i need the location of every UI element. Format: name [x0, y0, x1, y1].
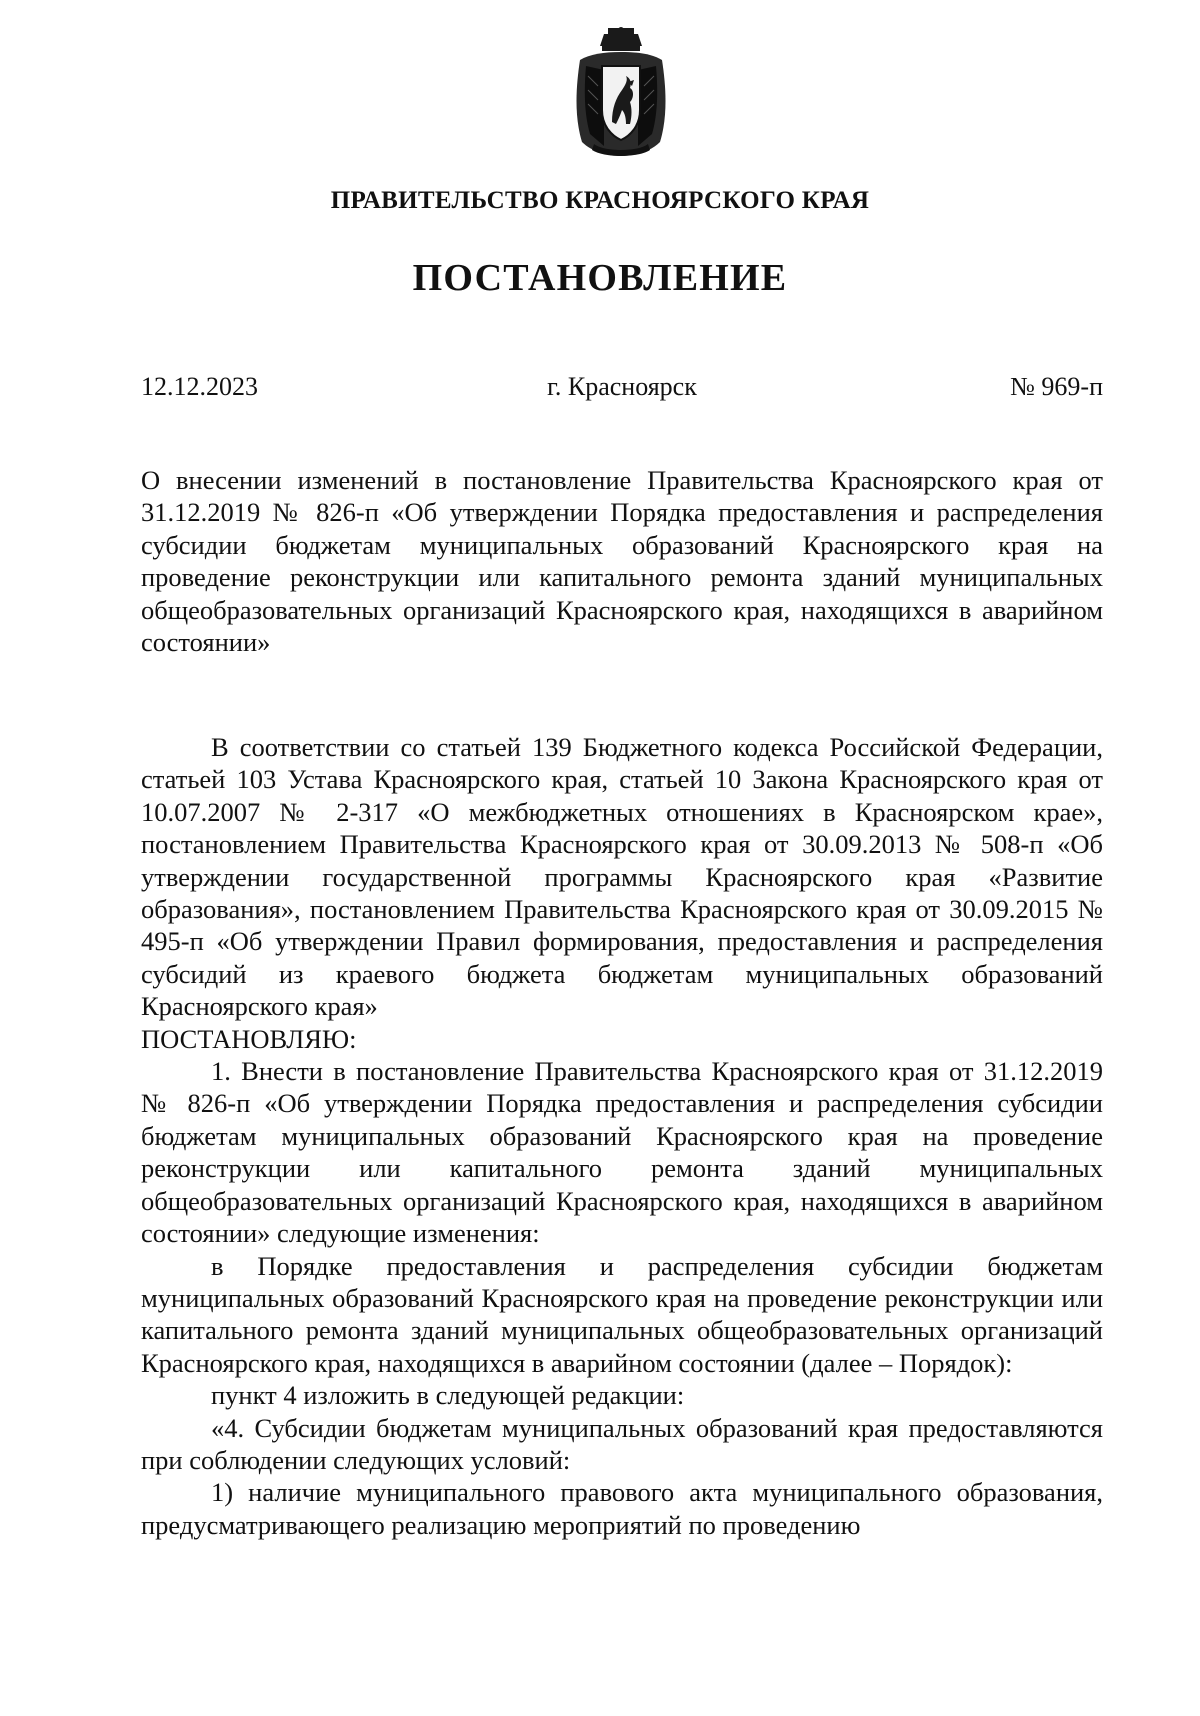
- condition-1-paragraph: 1) наличие муниципального правового акта муниципального образования, предусматривающего реализацию мероприятий по проведению: [141, 1477, 1103, 1540]
- document-meta-row: [141, 372, 1103, 408]
- document-number: № 969-п: [1010, 372, 1103, 401]
- document-subject: [141, 464, 1103, 658]
- item-1-paragraph: 1. Внести в постановление Правительства Красноярского края от 31.12.2019 № 826-п «Об утверждении Порядка предоставления и распределения субсидии бюджетам муниципальных образований Красноярского края на проведение реконструкции или капитального ремонта зданий муниципальных общеобразовательных организаций Красноярского края, находящихся в аварийном состоянии» следующие изменения:: [141, 1056, 1103, 1249]
- item-1-point-paragraph: пункт 4 изложить в следующей редакции:: [211, 1380, 685, 1411]
- government-title: ПРАВИТЕЛЬСТВО КРАСНОЯРСКОГО КРАЯ: [330, 187, 870, 214]
- subject-text: О внесении изменений в постановление Правительства Красноярского края от 31.12.2019 № 826-п «Об утверждении Порядка предоставления и распределения субсидии бюджетам муниципальных образований Красноярского края на проведение реконструкции или капитального ремонта зданий муниципальных общеобразовательных организаций Красноярского края, находящихся в аварийном состоянии»: [141, 465, 1103, 658]
- decree-word: ПОСТАНОВЛЯЮ:: [141, 1023, 357, 1054]
- document-type-title: ПОСТАНОВЛЕНИЕ: [412, 257, 788, 299]
- quoted-point-4-paragraph: «4. Субсидии бюджетам муниципальных образований края предоставляются при соблюдении следующих условий:: [141, 1412, 1103, 1475]
- document-date: 12.12.2023: [141, 372, 258, 401]
- item-1-detail-paragraph: в Порядке предоставления и распределения субсидии бюджетам муниципальных образований Красноярского края на проведение реконструкции или капитального ремонта зданий муниципальных общеобразовательных организаций Красноярского края, находящихся в аварийном состоянии (далее – Порядок):: [141, 1250, 1103, 1378]
- document-city: г. Красноярск: [547, 372, 697, 401]
- preamble-paragraph: В соответствии со статьей 139 Бюджетного кодекса Российской Федерации, статьей 103 Устава Красноярского края, статьей 10 Закона Красноярского края от 10.07.2007 № 2-317 «О межбюджетных отношениях в Красноярском крае», постановлением Правительства Красноярского края от 30.09.2013 № 508-п «Об утверждении государственной программы Красноярского края «Развитие образования», постановлением Правительства Красноярского края от 30.09.2015 № 495-п «Об утверждении Правил формирования, предоставления и распределения субсидий из краевого бюджета бюджетам муниципальных образований Красноярского края»: [141, 732, 1103, 1022]
- coat-of-arms-emblem: [568, 26, 674, 158]
- document-body: [141, 731, 1103, 1541]
